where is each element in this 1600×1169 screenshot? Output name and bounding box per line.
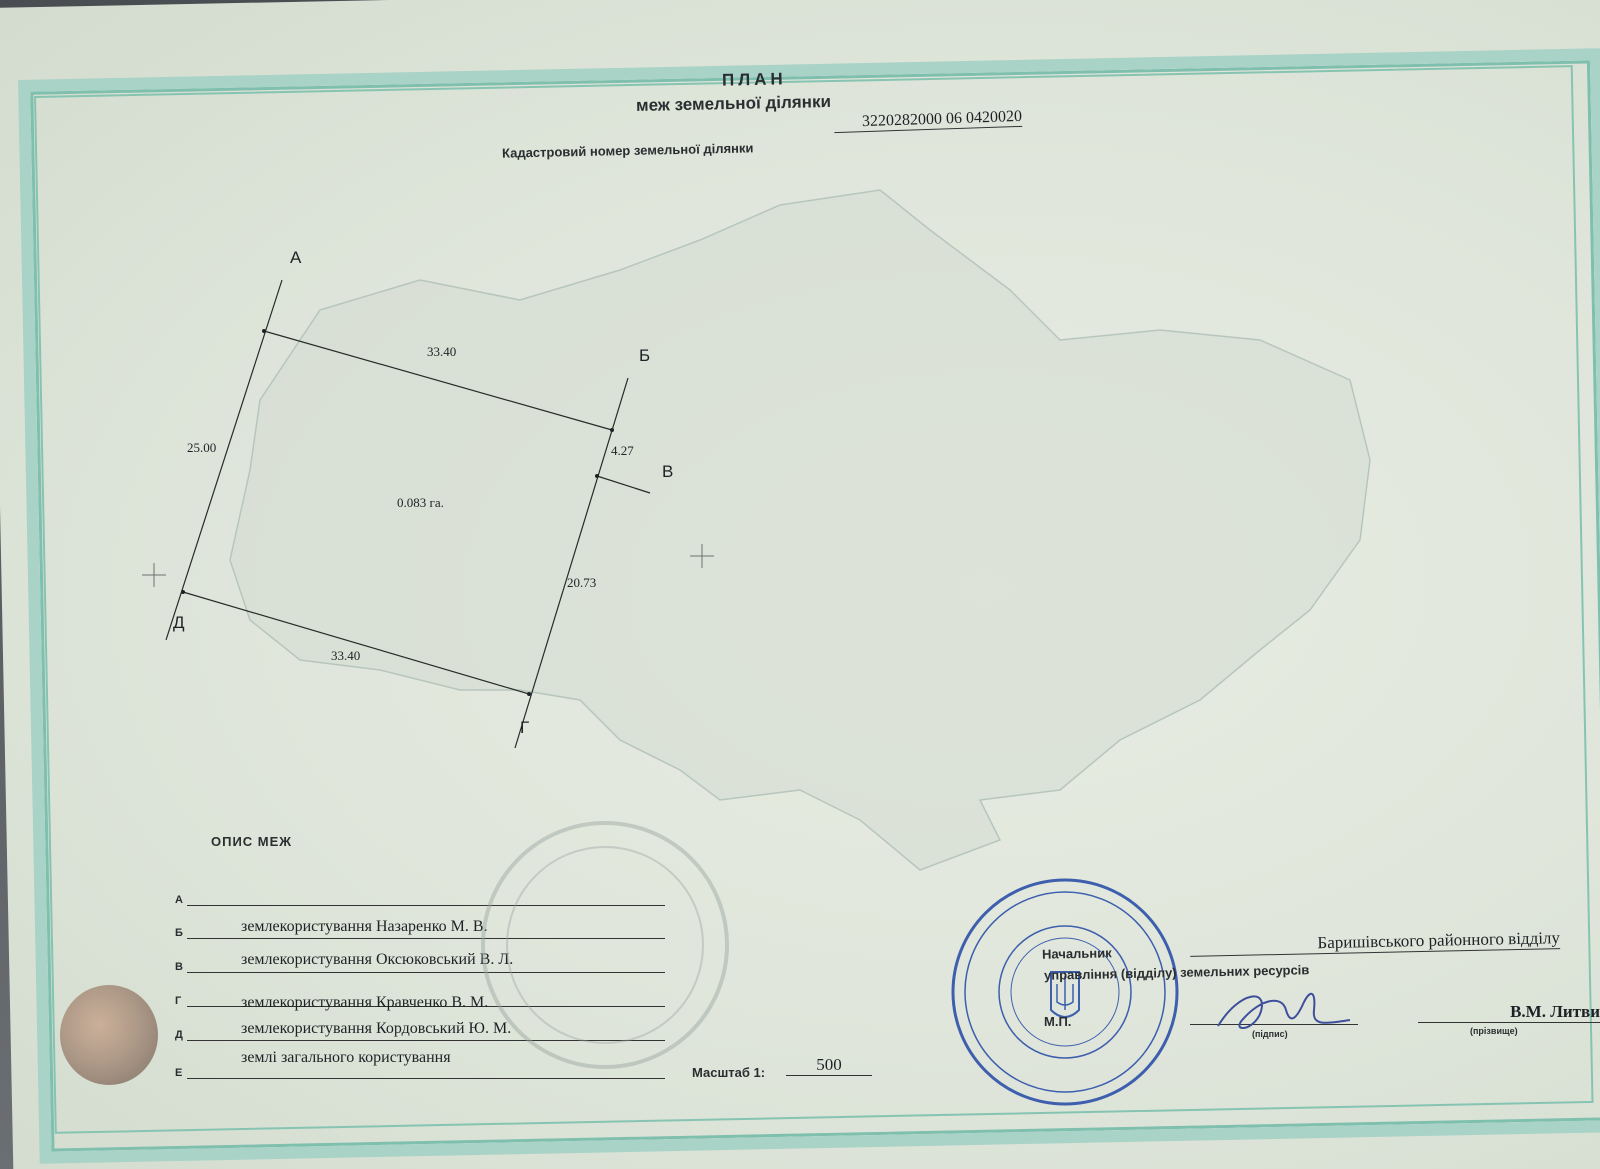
vertex-b — [610, 428, 614, 432]
document-title: ПЛАН — [721, 69, 787, 90]
point-label-a: А — [290, 248, 302, 267]
point-label-d: Д — [173, 613, 185, 632]
point-label-b: Б — [639, 346, 651, 365]
vertex-d — [181, 590, 185, 594]
name-caption: (прізвище) — [1470, 1026, 1518, 1036]
faded-stamp — [470, 810, 740, 1080]
hologram-sticker — [60, 985, 158, 1085]
vertex-v — [595, 474, 599, 478]
cadastral-number: 3220282000 06 0420020 — [834, 108, 1023, 133]
boundary-line-g-d — [183, 592, 529, 694]
department-label: управління (відділу) земельних ресурсів — [1043, 962, 1310, 983]
dimension-a-b: 33.40 — [427, 344, 457, 359]
scale-value: 500 — [786, 1055, 872, 1076]
scale-label: Масштаб 1: — [692, 1065, 766, 1080]
point-label-v: В — [662, 462, 674, 481]
point-label-g: Г — [520, 718, 530, 737]
boundary-text: землі загального користування — [241, 1049, 451, 1066]
seal-place-label: М.П. — [1044, 1014, 1072, 1029]
dimension-g-d: 33.40 — [331, 648, 361, 663]
dimension-v-g: 20.73 — [567, 575, 597, 590]
boundary-letter: Д — [175, 1029, 183, 1041]
boundary-letter: А — [175, 894, 183, 906]
boundary-description-title: ОПИС МЕЖ — [211, 834, 293, 849]
cadastral-label: Кадастровий номер земельної ділянки — [501, 140, 754, 161]
office-name: Баришівського районного відділу — [1190, 928, 1560, 957]
plot-area: 0.083 га. — [397, 495, 444, 510]
signature-caption: (підпис) — [1252, 1029, 1288, 1039]
boundary-line-b-g — [515, 378, 628, 748]
boundary-text: землекористування Кравченко В. М. — [241, 994, 489, 1011]
vertex-g — [527, 692, 531, 696]
boundary-letter: Е — [175, 1067, 183, 1079]
official-name: В.М. Литви — [1418, 1002, 1600, 1023]
boundary-text: землекористування Оксюковський В. Л. — [241, 951, 514, 968]
dimension-d-a: 25.00 — [187, 440, 217, 455]
boundary-letter: Б — [175, 927, 183, 939]
chief-label: Начальник — [1041, 945, 1112, 962]
boundary-line-d-a — [166, 280, 282, 640]
boundary-letter: В — [175, 961, 183, 973]
boundary-text: землекористування Кордовський Ю. М. — [241, 1020, 512, 1037]
boundary-line-v — [597, 476, 650, 493]
boundary-text: землекористування Назаренко М. В. — [241, 918, 488, 935]
document-subtitle: меж земельної ділянки — [635, 91, 832, 116]
vertex-a — [262, 329, 266, 333]
dimension-b-v: 4.27 — [611, 443, 634, 458]
official-stamp — [945, 872, 1185, 1112]
boundary-letter: Г — [175, 995, 182, 1007]
